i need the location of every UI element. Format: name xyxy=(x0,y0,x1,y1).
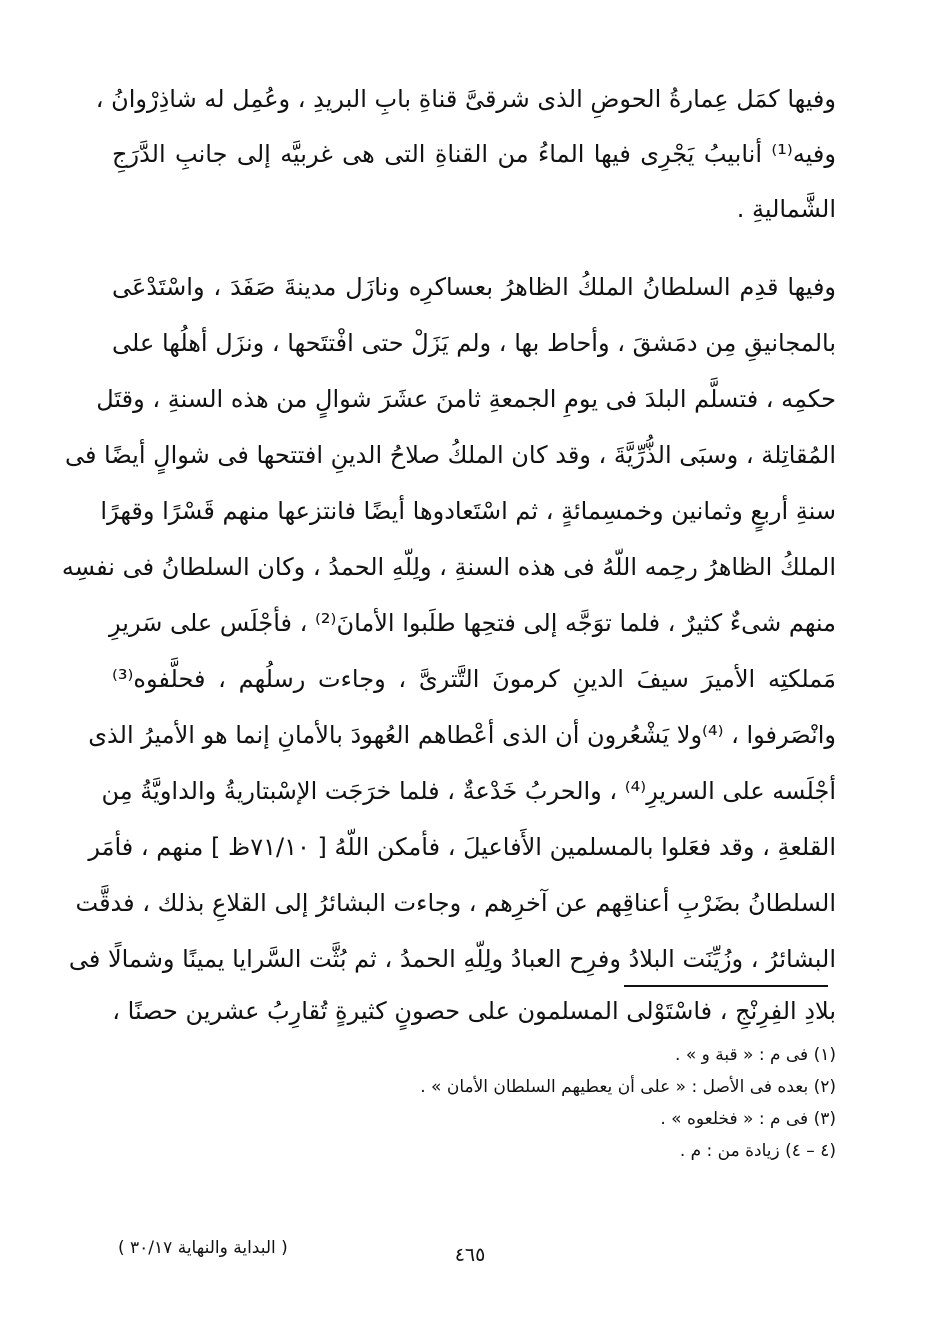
text-line: المُقاتِلة ، وسبَى الذُّرِّيَّةَ ، وقد كان الملكُ صلاحُ الدينِ افتتحها فى شوالٍ أيضًا فى xyxy=(64,441,836,469)
footnote-item: (٢) بعده فى الأصل : « على أن يعطيهم السلطان الأمان » . xyxy=(420,1077,836,1097)
text-line: وفيها قدِم السلطانُ الملكُ الظاهرُ بعساكرِه ونازَل مدينةَ صَفَدَ ، واسْتَدْعَى xyxy=(112,273,836,301)
text-line: بلادِ الفِرِنْجِ ، فاسْتَوْلى المسلمون على حصونٍ كثيرةٍ تُقارِبُ عشرين حصنًا ، xyxy=(112,997,836,1025)
text-line: مَملكتِه الأميرَ سيفَ الدينِ كرمونَ التَّترىَّ ، وجاءت رسلُهم ، فحلَّفوه⁽³⁾ xyxy=(112,665,836,693)
page-number: ٤٦٥ xyxy=(454,1244,486,1266)
text-line: السلطانُ بضَرْبِ أعناقِهم عن آخرِهم ، وجاءت البشائرُ إلى القلاعِ بذلك ، فدقَّت xyxy=(75,889,836,917)
footnote-item: (١) فى م : « قبة و » . xyxy=(675,1045,836,1065)
footnote-item: (٣) فى م : « فخلعوه » . xyxy=(660,1109,836,1129)
text-line: وفيه⁽¹⁾ أنابيبُ يَجْرِى فيها الماءُ من القناةِ التى هى غربيَّه إلى جانبِ الدَّرَجِ xyxy=(112,140,836,168)
text-line: البشائرُ ، وزُيِّنَت البلادُ وفرِح العبادُ ولِلّهِ الحمدُ ، ثم بُثَّت السَّرايا يمينًا وشمالًا فى xyxy=(68,945,836,973)
text-line: وفيها كمَل عِمارةُ الحوضِ الذى شرقىَّ قناةِ بابِ البريدِ ، وعُمِل له شاذِرْوانُ ، xyxy=(95,85,836,113)
text-line: القلعةِ ، وقد فعَلوا بالمسلمين الأَفاعيلَ ، فأمكن اللّهُ [ ٧١/١٠ظ ] منهم ، فأمَر xyxy=(88,833,836,861)
text-line: حكمِه ، فتسلَّم البلدَ فى يومِ الجمعةِ ثامنَ عشَرَ شوالٍ من هذه السنةِ ، وقتَل xyxy=(96,385,836,413)
footnote-divider xyxy=(624,985,828,987)
running-title: ( البداية والنهاية ٣٠/١٧ ) xyxy=(118,1238,288,1258)
footnote-item: (٤ – ٤) زيادة من : م . xyxy=(679,1141,836,1161)
text-line: بالمجانيقِ مِن دمَشقَ ، وأحاط بها ، ولم يَزَلْ حتى افْتتَحها ، ونزَل أهلُها على xyxy=(112,329,836,357)
text-line: الملكُ الظاهرُ رحِمه اللّهُ فى هذه السنةِ ، ولِلّهِ الحمدُ ، وكان السلطانُ فى نفسِه xyxy=(61,553,836,581)
text-line: منهم شىءٌ كثيرٌ ، فلما توَجَّه إلى فتحِها طلَبوا الأمانَ⁽²⁾ ، فأجْلَس على سَريرِ xyxy=(109,609,836,637)
text-line: سنةِ أربعٍ وثمانين وخمسِمائةٍ ، ثم اسْتَعادوها أيضًا فانتزعها منهم قَسْرًا وقهرًا xyxy=(100,497,836,525)
text-line: الشَّماليةِ . xyxy=(736,195,836,223)
text-line: أجْلَسه على السريرِ⁽⁴⁾ ، والحربُ خَدْعةٌ ، فلما خرَجَت الإسْبتاريةُ والداويَّةُ مِن xyxy=(101,777,836,805)
text-line: وانْصَرفوا ، ⁽⁴⁾ولا يَشْعُرون أن الذى أعْطاهم العُهودَ بالأمانِ إنما هو الأميرُ الذى xyxy=(88,721,836,749)
